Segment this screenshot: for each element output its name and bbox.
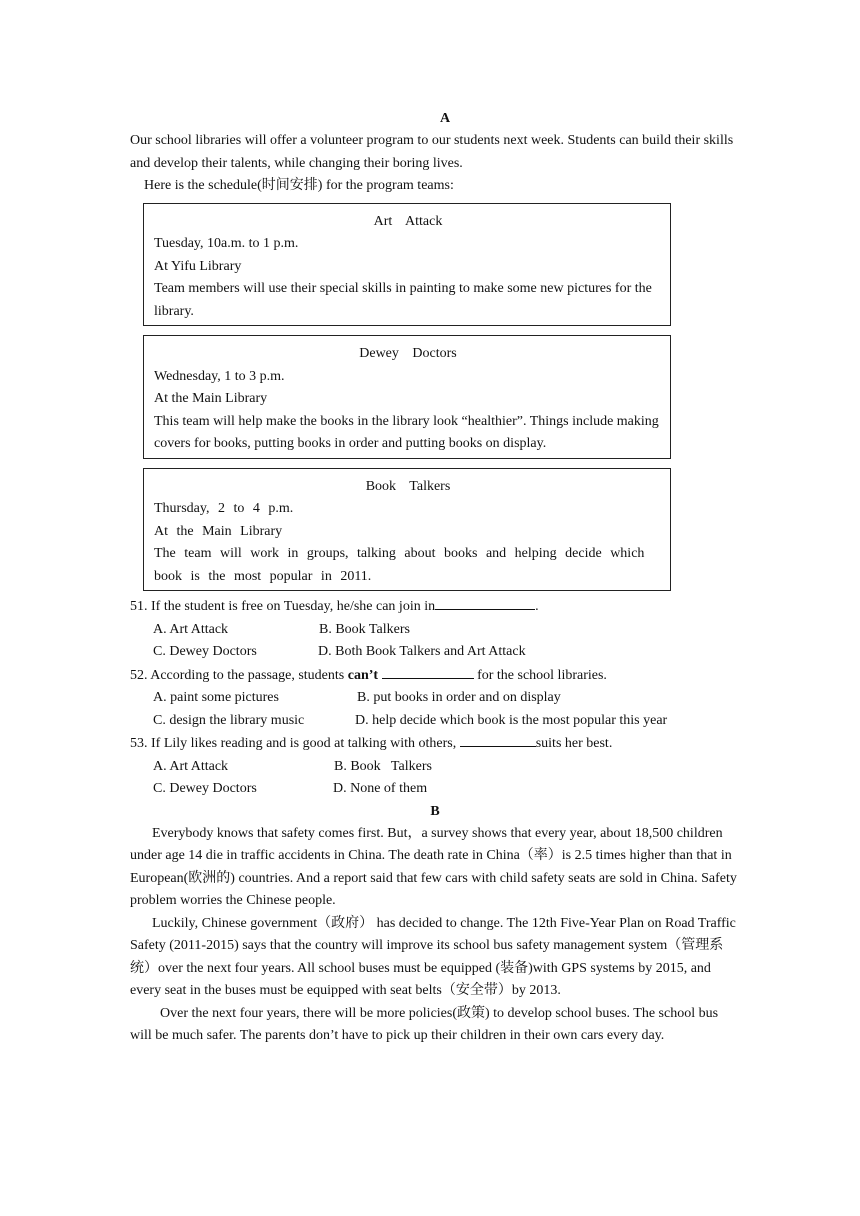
team-title: Book Talkers — [365, 478, 451, 494]
question-52 — [130, 664, 740, 688]
question-53 — [130, 732, 740, 756]
question-stem-end: suits her best. — [535, 736, 613, 751]
question-52-options-row-1 — [130, 687, 740, 710]
team-box-dewey-doctors — [143, 335, 671, 459]
option-c: C. Dewey Doctors — [153, 781, 257, 796]
team-time: Wednesday, 1 to 3 p.m. — [154, 368, 285, 384]
section-a-intro-paragraph: Our school libraries will offer a volunteer program to our students next week. Students can build their skills and develop their talents, while changing their boring lives. — [130, 133, 734, 171]
team-place: At the Main Library — [154, 523, 283, 539]
question-stem-emphasis: can’t — [347, 667, 379, 683]
answer-blank[interactable] — [382, 664, 474, 679]
team-description: This team will help make the books in the library look “healthier”. Things include making covers for books, putting books in order and putting books on display. — [154, 413, 659, 451]
option-a: A. Art Attack — [153, 758, 229, 774]
worksheet-page — [130, 108, 740, 1048]
option-c: C. design the library music — [153, 712, 305, 728]
team-box-art-attack — [143, 203, 671, 327]
section-b-paragraph-1: Everybody knows that safety comes first. But，a survey shows that every year, about 18,500 children under age 14 die in traffic accidents in China. The death rate in China（率）is 2.5 times higher than that in European(欧洲的) countries. And a report said that few cars with child safety seats are sold in China. Safety problem worries the Chinese people. — [130, 825, 737, 908]
team-time: Tuesday, 10a.m. to 1 p.m. — [154, 236, 299, 251]
question-53-options-row-1 — [130, 756, 740, 779]
section-b-paragraph-2: Luckily, Chinese government（政府） has decided to change. The 12th Five-Year Plan on Road Traffic Safety (2011-2015) says that the country will improve its school bus safety management system（管理系统）over the next four years. All school buses must be equipped (装备)with GPS systems by 2015, and every seat in the buses must be equipped with seat belts（安全带）by 2013. — [130, 915, 736, 998]
team-box-book-talkers — [143, 468, 671, 592]
team-title: Art Attack — [373, 213, 443, 229]
question-stem: 52. According to the passage, students — [130, 667, 348, 683]
question-stem: 51. If the student is free on Tuesday, he/she can join in — [130, 599, 436, 614]
question-51-options-row-2 — [130, 641, 740, 664]
option-d: D. Both Book Talkers and Art Attack — [318, 644, 526, 659]
question-53-options-row-2 — [130, 778, 740, 801]
team-place: At Yifu Library — [154, 258, 242, 274]
question-stem-end: . — [535, 599, 539, 614]
option-b: B. Book Talkers — [334, 758, 432, 774]
option-b: B. Book Talkers — [319, 621, 410, 637]
section-b-heading: B — [430, 803, 440, 819]
schedule-intro-line: Here is the schedule(时间安排) for the program teams: — [144, 178, 454, 193]
option-d: D. None of them — [333, 781, 428, 796]
question-51 — [130, 595, 740, 619]
section-b-paragraph-3: Over the next four years, there will be more policies(政策) to develop school buses. The school bus will be much safer. The parents don’t have to pick up their children in their own cars every day. — [130, 1005, 719, 1043]
option-a: A. paint some pictures — [153, 690, 279, 705]
team-title: Dewey Doctors — [359, 346, 457, 361]
team-description: The team will work in groups, talking about books and helping decide which book is the most popular in 2011. — [154, 546, 645, 584]
option-a: A. Art Attack — [153, 621, 229, 637]
option-c: C. Dewey Doctors — [153, 644, 257, 659]
team-time: Thursday, 2 to 4 p.m. — [154, 501, 294, 516]
team-description: Team members will use their special skills in painting to make some new pictures for the library. — [154, 281, 652, 319]
team-place: At the Main Library — [154, 391, 268, 406]
question-52-options-row-2 — [130, 710, 740, 733]
option-d: D. help decide which book is the most popular this year — [355, 712, 668, 728]
question-51-options-row-1 — [130, 619, 740, 642]
answer-blank[interactable] — [435, 595, 535, 610]
option-b: B. put books in order and on display — [357, 690, 561, 705]
answer-blank[interactable] — [460, 732, 536, 747]
section-a-heading: A — [439, 111, 451, 126]
question-stem-end: for the school libraries. — [473, 667, 607, 683]
question-stem: 53. If Lily likes reading and is good at talking with others, — [130, 736, 460, 751]
